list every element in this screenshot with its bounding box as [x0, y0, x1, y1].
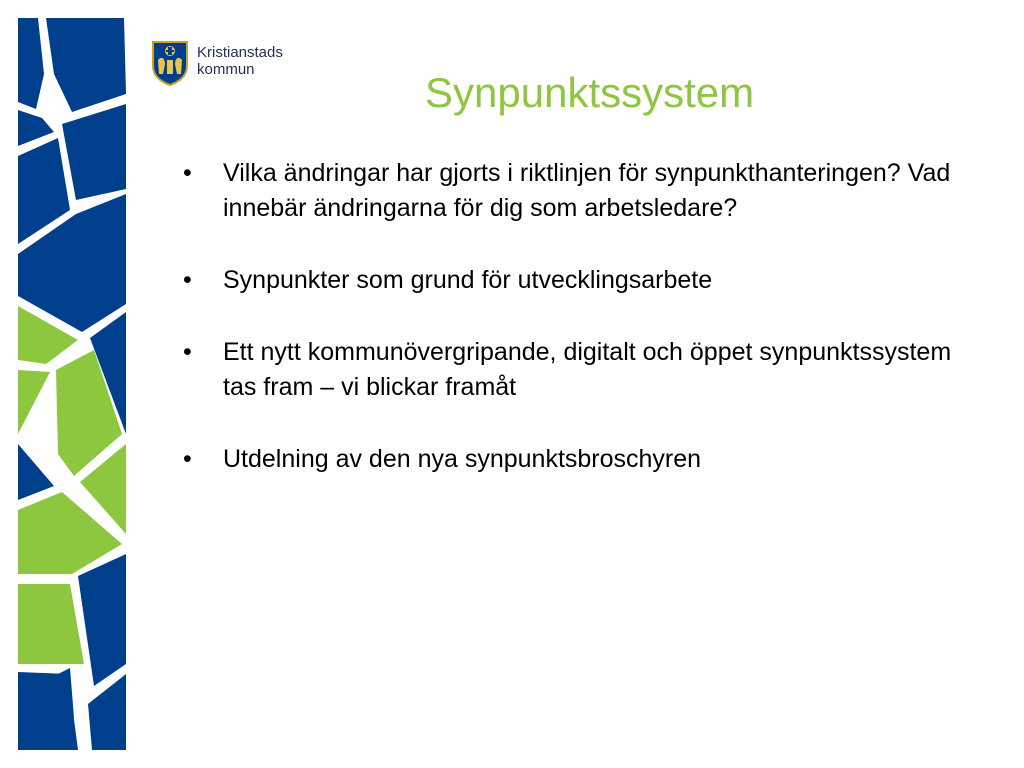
bullet-text: Synpunkter som grund för utvecklingsarbete [223, 266, 713, 294]
bullet-dot-icon: • [183, 266, 192, 294]
coat-of-arms-icon [151, 40, 189, 86]
bullet-item [183, 156, 973, 226]
bullet-dot-icon: • [183, 445, 192, 473]
bullet-text: Ett nytt kommunövergripande, digitalt och öppet synpunktssystem tas fram – vi blickar framåt [223, 338, 952, 401]
kristianstads-kommun-logo[interactable] [151, 40, 311, 88]
bullet-dot-icon: • [183, 159, 192, 187]
logo-text [197, 44, 283, 78]
bullet-list [183, 156, 973, 514]
bullet-item [183, 263, 973, 298]
logo-line-2: kommun [197, 61, 255, 78]
bullet-item [183, 335, 973, 405]
bullet-dot-icon: • [183, 338, 192, 366]
bullet-item [183, 442, 973, 477]
slide-title: Synpunktssystem [425, 69, 755, 116]
bullet-text: Utdelning av den nya synpunktsbroschyren [223, 445, 702, 473]
logo-line-1: Kristianstads [197, 44, 283, 61]
bullet-text: Vilka ändringar har gjorts i riktlinjen för synpunkthanteringen? Vad innebär ändringarna för dig som arbetsledare? [223, 159, 951, 222]
decorative-mosaic [14, 14, 130, 754]
